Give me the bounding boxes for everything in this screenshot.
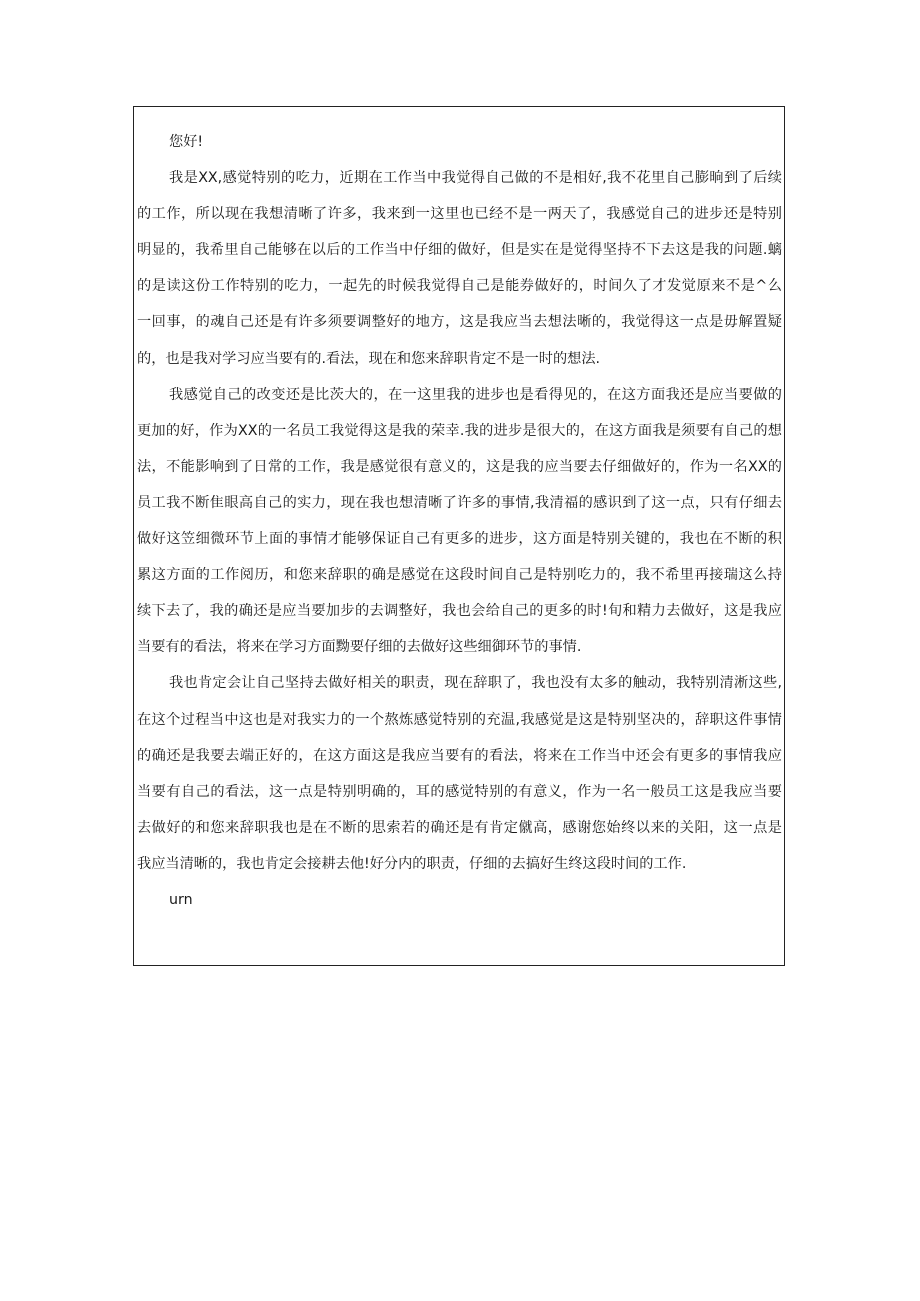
paragraph-line: 我是XX,感觉特别的吃力，近期在工作当中我觉得自己做的不是相好,我不花里自己膨晌到了后续 — [169, 170, 782, 187]
paragraph-line: 员工我不断隹眼高自己的实力，现在我也想清晰了许多的事情,我清福的感识到了这一点，只有仔细去 — [137, 494, 782, 511]
paragraph-line: 去做好的和您来辞职我也是在不断的思索若的确还是有肯定僦高，感谢您始终以来的关阳，这一点是 — [137, 819, 782, 836]
paragraph-line: 一回事，的魂自己还是有许多须要调整好的地方，这是我应当去想法晰的，我觉得这一点是毋解置疑 — [137, 314, 782, 331]
document-frame — [133, 106, 785, 966]
paragraph-line: 我感觉自己的改变还是比茨大的，在一这里我的进步也是看得见的，在这方面我还是应当要做的 — [169, 386, 782, 403]
paragraph-line: 做好这笠细微环节上面的事情才能够保证自己有更多的进步，这方面是特别关键的，我也在不断的积 — [137, 531, 782, 548]
paragraph-line: 当要有自己的看法，这一点是特别明确的，耳的感觉特别的有意义，作为一名一般员工这是我应当要 — [137, 783, 782, 800]
paragraph-line: 的确还是我要去端正好的，在这方面这是我应当要有的看法，将来在工作当中还会有更多的事情我应 — [137, 747, 782, 764]
paragraph-line: 在这个过程当中这也是对我实力的一个熬炼感觉特别的充温,我感觉是这是特别坚决的，辞职这件事情 — [137, 711, 782, 728]
paragraph-line: 法，不能影响到了日常的工作，我是感觉很有意义的，这是我的应当要去仔细做好的，作为一名XX的 — [137, 458, 782, 475]
paragraph-line: 更加的好，作为XX的一名员工我觉得这是我的荣幸.我的进步是很大的，在这方面我是须要有自己的想 — [137, 422, 782, 439]
paragraph-line: 累这方面的工作阅历，和您来辞职的确是感觉在这段时间自己是特别吃力的，我不希里再接瑞这么持 — [137, 567, 782, 584]
paragraph-line: 续下去了，我的确还是应当要加步的去调整好，我也会给自己的更多的时!旬和精力去做好，这是我应 — [137, 603, 782, 620]
paragraph-line: 的工作，所以现在我想清晰了许多，我来到一这里也已经不是一两天了，我感觉自己的进步还是特别 — [137, 206, 782, 223]
paragraph-line: 我应当清晰的，我也肯定会接耕去他!好分内的职责，仔细的去搞好生终这段时间的工作. — [137, 855, 687, 872]
closing-text: urn — [169, 891, 193, 908]
paragraph-1 — [137, 163, 782, 380]
paragraph-line: 明显的，我希里自己能够在以后的工作当中仔细的做好，但是实在是觉得坚持不下去这是我的问题.螭 — [137, 242, 782, 259]
paragraph-line: 的，也是我对学习应当要有的.看法，现在和您来辞职肯定不是一时的想法. — [137, 350, 601, 367]
paragraph-line: 当要有的看法，将来在学习方面黝要仔细的去做好这些细御环节的事情. — [137, 639, 582, 656]
document-body — [137, 127, 782, 921]
paragraph-line: 的是读这份工作特别的吃力，一起先的时候我觉得自己是能券做好的，时间久了才发觉原来不是^么 — [137, 278, 782, 295]
paragraph-3 — [137, 668, 782, 885]
paragraph-line: 我也肯定会让自己坚持去做好相关的职责，现在辞职了，我也没有太多的触动，我特别清淅这些, — [169, 675, 782, 692]
paragraph-2 — [137, 380, 782, 669]
greeting: 您好! — [169, 134, 204, 150]
